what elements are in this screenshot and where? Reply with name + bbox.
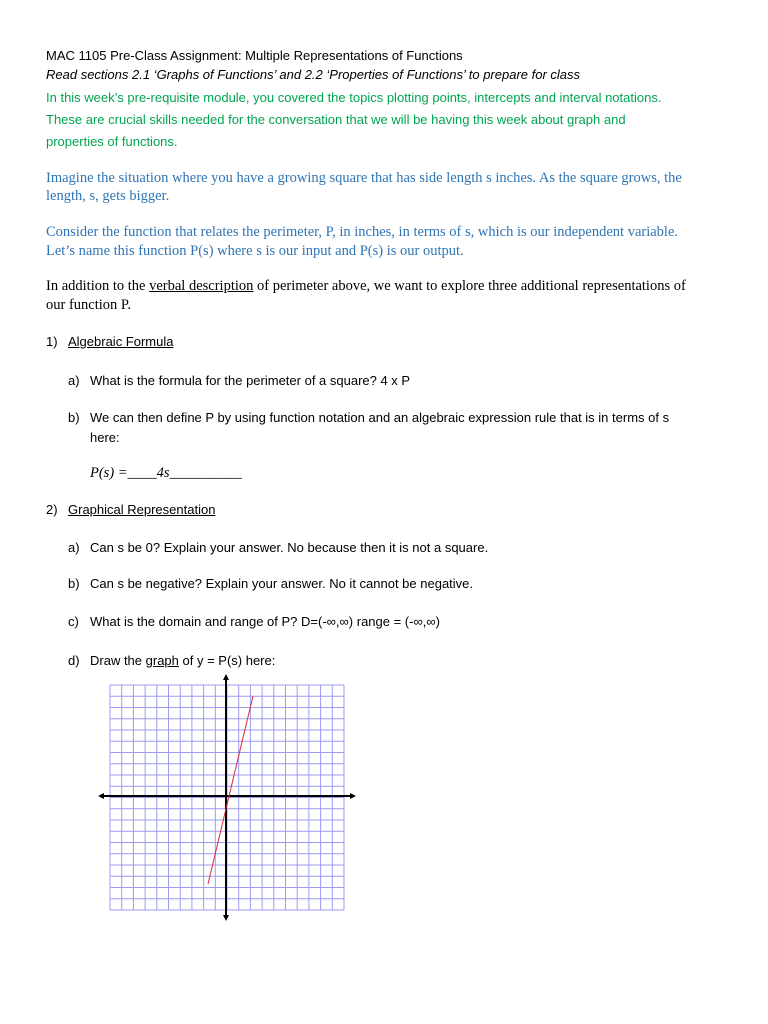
q2c-text: What is the domain and range of P? D=(-∞,∞) range = (-∞,∞) bbox=[90, 614, 440, 629]
section-1-title: Algebraic Formula bbox=[68, 334, 174, 349]
section-2-number: 2) bbox=[46, 502, 58, 517]
q1a-label: a) bbox=[68, 373, 80, 388]
q2d-graph-term: graph bbox=[145, 653, 179, 668]
q1b-label: b) bbox=[68, 410, 80, 425]
intro-line-2: These are crucial skills needed for the conversation that we will be having this week about graph and bbox=[46, 112, 626, 127]
intro-line-3: properties of functions. bbox=[46, 134, 178, 149]
y-axis-arrow-up bbox=[223, 674, 229, 680]
section-2-title: Graphical Representation bbox=[68, 502, 216, 517]
q2d-text bbox=[90, 653, 275, 668]
q2b-text: Can s be negative? Explain your answer. No it cannot be negative. bbox=[90, 576, 474, 591]
q1b-line-1: We can then define P by using function notation and an algebraic expression rule that is in terms of s bbox=[90, 410, 670, 425]
assignment-title: MAC 1105 Pre-Class Assignment: Multiple Representations of Functions bbox=[46, 48, 463, 63]
q2b-label: b) bbox=[68, 576, 80, 591]
intro-line-1: In this week’s pre-requisite module, you covered the topics plotting points, intercepts and interval notations. bbox=[46, 90, 662, 105]
function-definition-line-2: Let’s name this function P(s) where s is our input and P(s) is our output. bbox=[46, 243, 464, 259]
perimeter-function-line bbox=[208, 696, 253, 884]
function-definition-line-1: Consider the function that relates the perimeter, P, in inches, in terms of s, which is our independent variable. bbox=[46, 224, 679, 240]
square-scenario-line-2: length, s, gets bigger. bbox=[46, 188, 170, 204]
coordinate-grid-graph bbox=[96, 674, 358, 922]
representations-line-2: our function P. bbox=[46, 297, 131, 313]
y-axis-arrow-down bbox=[223, 915, 229, 921]
q2c-label: c) bbox=[68, 614, 79, 629]
assignment-subtitle: Read sections 2.1 ‘Graphs of Functions’ and 2.2 ‘Properties of Functions’ to prepare for class bbox=[46, 67, 581, 82]
q1a-text: What is the formula for the perimeter of a square? 4 x P bbox=[90, 373, 411, 388]
representations-line-1 bbox=[46, 278, 686, 295]
verbal-suffix: of perimeter above, we want to explore three additional representations of bbox=[253, 278, 686, 294]
verbal-description-term: verbal description bbox=[149, 278, 254, 294]
perimeter-formula: P(s) =____4s__________ bbox=[90, 465, 242, 481]
x-axis-arrow-right bbox=[350, 793, 356, 799]
q2d-label: d) bbox=[68, 653, 80, 668]
square-scenario-line-1: Imagine the situation where you have a growing square that has side length s inches. As the square grows, the bbox=[46, 170, 682, 186]
q2a-text: Can s be 0? Explain your answer. No because then it is not a square. bbox=[90, 540, 489, 555]
q2d-prefix: Draw the bbox=[90, 653, 146, 668]
q2a-label: a) bbox=[68, 540, 80, 555]
section-1-number: 1) bbox=[46, 334, 58, 349]
q2d-suffix: of y = P(s) here: bbox=[178, 653, 276, 668]
x-axis-arrow-left bbox=[98, 793, 104, 799]
verbal-prefix: In addition to the bbox=[46, 278, 150, 294]
q1b-line-2: here: bbox=[90, 430, 120, 445]
